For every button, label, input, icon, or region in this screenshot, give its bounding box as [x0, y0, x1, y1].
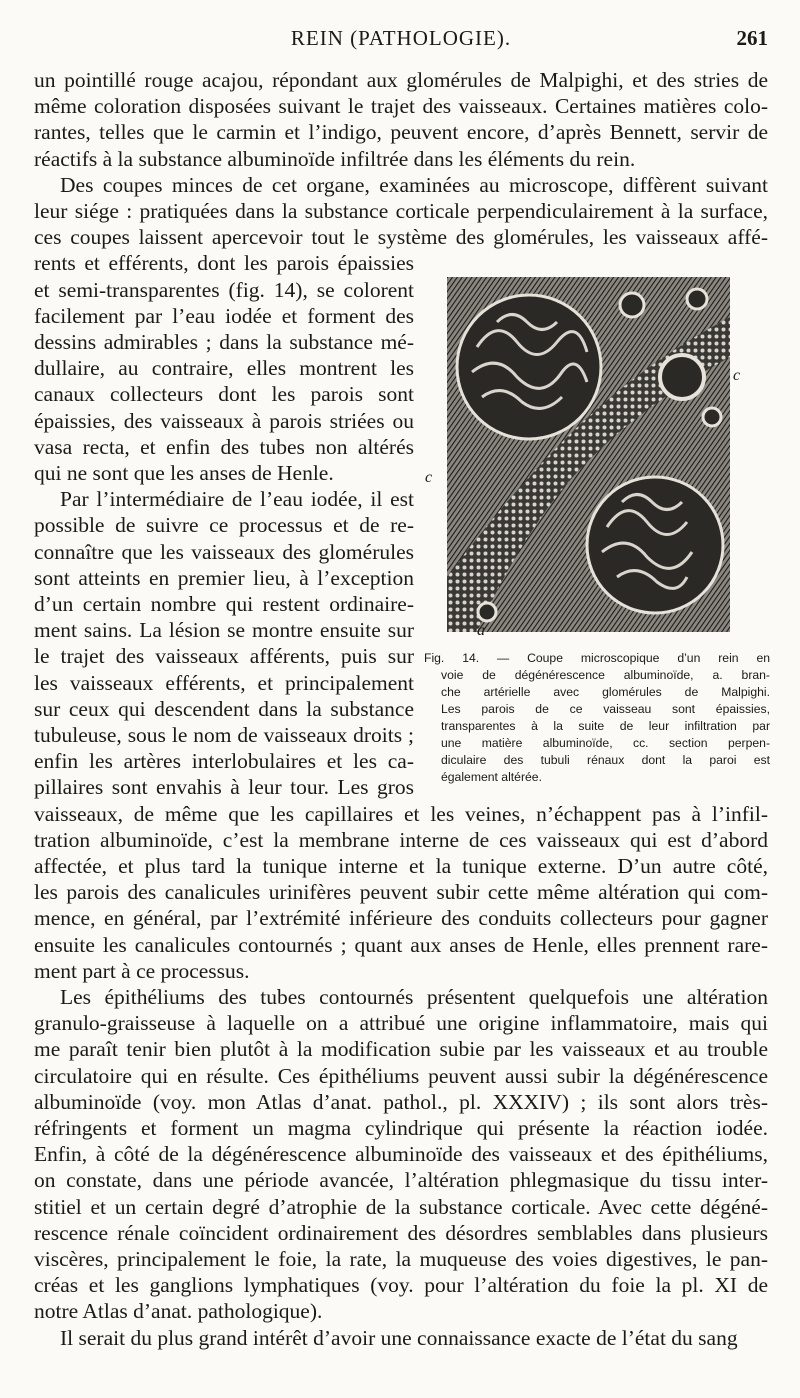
tubule-section	[660, 355, 704, 399]
text-line: leur siége : pratiquées dans la substance corticale perpendiculairement à la surface,	[34, 199, 768, 223]
text-line: rescence rénale coïncident ordinairement des désordres semblables dans plusieurs	[34, 1220, 768, 1245]
text-line: me paraît tenir bien plutôt à la modification subie par les vaisseaux et au trouble	[34, 1037, 768, 1062]
text-line: ensuite les canalicules contournés ; quant aux anses de Henle, elles prennent rare-	[34, 932, 768, 957]
text-line: dessins admirables ; dans la substance mé-	[34, 330, 414, 354]
caption-line: che artérielle avec glomérules de Malpighi.	[441, 685, 770, 699]
running-header	[34, 26, 768, 56]
text-line: notre Atlas d’anat. pathologique).	[34, 1299, 323, 1324]
text-line: dullaire, au contraire, elles montrent les	[34, 356, 414, 381]
text-line: ces coupes laissent apercevoir tout le système des glomérules, les vaisseaux affé-	[34, 225, 768, 250]
text-line: on constate, dans une période avancée, l’altération phlegmasique du tissu inter-	[34, 1168, 768, 1193]
text-line: sont atteints en premier lieu, à l’exception	[34, 565, 414, 590]
text-line: réactifs à la substance albuminoïde infiltrée dans les éléments du rein.	[34, 146, 636, 171]
caption-line: également altérée.	[441, 770, 542, 784]
text-line: réfringents et forment un magma cylindrique qui présente la réaction iodée.	[34, 1116, 768, 1140]
text-line: Par l’intermédiaire de l’eau iodée, il est	[60, 487, 414, 512]
text-line: le trajet des vaisseaux afférents, puis sur	[34, 644, 414, 669]
text-line: pillaires sont envahis à leur tour. Les gros	[34, 775, 414, 800]
glomerulus-lower	[587, 477, 723, 613]
text-line: vasa recta, et enfin des tubes non altérés	[34, 434, 414, 459]
text-line: canaux collecteurs dont les parois sont	[34, 382, 414, 407]
text-line: d’un certain nombre qui restent ordinaire-	[34, 592, 414, 616]
text-line: rents et efférents, dont les parois épaissies	[34, 251, 414, 276]
caption-line: voie de dégénérescence albuminoïde, a. bran-	[441, 668, 770, 682]
label-c-right: c	[733, 367, 741, 384]
tubule-section	[703, 408, 721, 426]
text-line: ment part à ce processus.	[34, 958, 250, 983]
text-line: tration albuminoïde, c’est la membrane interne de ces vaisseaux qui est d’abord	[34, 827, 768, 852]
microscopy-figure	[425, 277, 741, 639]
text-line: vaisseaux, de même que les capillaires et les veines, n’échappent pas à l’infil-	[34, 801, 768, 826]
caption-line: une matière albuminoïde, cc. section perpen-	[441, 736, 770, 750]
text-line: possible de suivre ce processus et de re-	[34, 513, 414, 538]
text-line: sur ceux qui descendent dans la substance	[34, 696, 414, 721]
label-a: a	[477, 622, 485, 639]
text-line: les parois des canalicules urinifères peuvent subir cette même altération qui com-	[34, 880, 768, 905]
text-line: créas et les ganglions lymphatiques (voy. pour l’altération du foie la pl. XI de	[34, 1273, 768, 1298]
label-c-left: c	[425, 469, 433, 486]
text-line: mence, en général, par l’extrémité inférieure des conduits collecteurs pour gagner	[34, 906, 768, 931]
kidney-section-illustration	[447, 277, 730, 632]
text-line: rantes, telles que le carmin et l’indigo, peuvent encore, d’après Bennett, servir de	[34, 120, 768, 145]
text-line: facilement par l’eau iodée et forment des	[34, 303, 414, 328]
text-line: Des coupes minces de cet organe, examinées au microscope, diffèrent suivant	[60, 172, 768, 197]
caption-line: Les parois de ce vaisseau sont épaissies,	[441, 702, 770, 716]
text-line: et semi-transparentes (fig. 14), se colorent	[34, 277, 414, 302]
running-title: REIN (PATHOLOGIE).	[290, 26, 512, 50]
text-line: même coloration disposées suivant le trajet des vaisseaux. Certaines matières colo-	[34, 94, 768, 119]
text-line: albuminoïde (voy. mon Atlas d’anat. pathol., pl. XXXIV) ; ils sont alors très-	[34, 1089, 768, 1114]
tubule-section	[620, 293, 644, 317]
text-line: ment sains. La lésion se montre ensuite sur	[34, 618, 414, 643]
text-line: viscères, principalement le foie, la rate, la muqueuse des voies digestives, le pan-	[34, 1247, 768, 1271]
text-line: épaissies, des vaisseaux à parois striées ou	[34, 408, 414, 433]
text-line: affectée, et plus tard la tunique interne et la tunique externe. D’un autre côté,	[34, 854, 768, 878]
caption-line: transparentes à la suite de leur infiltration par	[441, 719, 770, 733]
caption-line: Fig. 14. — Coupe microscopique d’un rein en	[424, 651, 770, 665]
text-line: qui ne sont que les anses de Henle.	[34, 461, 334, 485]
tubule-section	[478, 603, 496, 621]
text-line: Enfin, à côté de la dégénérescence albuminoïde des vaisseaux et des épithéliums,	[34, 1142, 768, 1167]
text-line: enfin les artères interlobulaires et les ca-	[34, 749, 414, 774]
text-line: connaître que les vaisseaux des glomérules	[34, 539, 414, 564]
page-number: 261	[736, 26, 768, 50]
text-line: un pointillé rouge acajou, répondant aux glomérules de Malpighi, et des stries de	[34, 68, 768, 92]
tubule-section	[687, 289, 707, 309]
text-line: tubuleuse, sous le nom de vaisseaux droits ;	[34, 723, 414, 747]
text-line: Les épithéliums des tubes contournés présentent quelquefois une altération	[60, 985, 768, 1009]
text-line: granulo-graisseuse à laquelle on a attribué une origine inflammatoire, mais qui	[34, 1011, 768, 1036]
text-line: les vaisseaux efférents, et principalement	[34, 670, 414, 695]
text-line: Il serait du plus grand intérêt d’avoir une connaissance exacte de l’état du sang	[60, 1325, 738, 1350]
caption-line: diculaire des tubuli rénaux dont la paroi est	[441, 753, 770, 767]
text-line: circulatoire qui en résulte. Ces épithéliums peuvent aussi subir la dégénérescence	[34, 1063, 768, 1088]
text-line: stitiel et un certain degré d’atrophie de la substance corticale. Avec cette dégéné-	[34, 1194, 768, 1219]
